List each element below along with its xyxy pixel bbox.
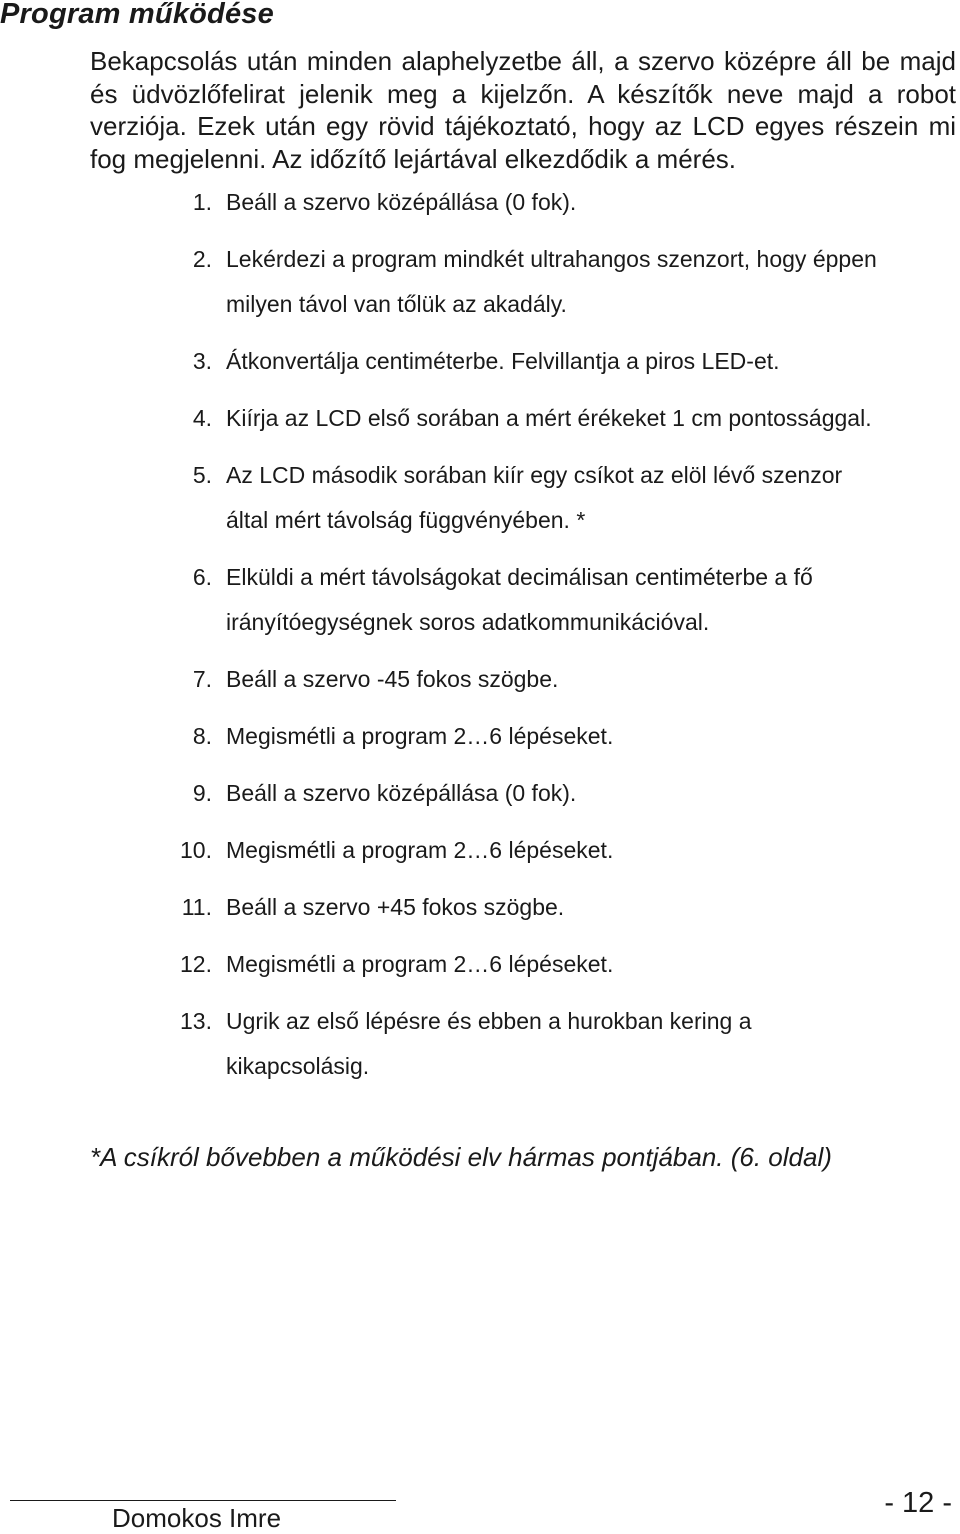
step-text-line: Beáll a szervo +45 fokos szögbe. — [226, 894, 565, 920]
step-text — [226, 396, 960, 441]
step-text-line: Megismétli a program 2…6 lépéseket. — [226, 951, 614, 977]
step-text-line: Ugrik az első lépésre és ebben a hurokban kering a — [226, 1008, 752, 1034]
step-text-line: Megismétli a program 2…6 lépéseket. — [226, 837, 614, 863]
step-number: 3. — [192, 348, 212, 374]
step-number: 2. — [192, 246, 212, 272]
step-number: 1. — [192, 189, 212, 215]
step-text-line: által mért távolság függvényében. * — [226, 507, 586, 533]
step-text-line: irányítóegységnek soros adatkommunikációval. — [226, 609, 710, 635]
step-text — [226, 714, 960, 759]
step-text-line: Beáll a szervo -45 fokos szögbe. — [226, 666, 559, 692]
page-title: Program működése — [0, 0, 274, 30]
step-text-line: Elküldi a mért távolságokat decimálisan centiméterbe a fő — [226, 564, 813, 590]
step-text — [226, 771, 960, 816]
step-text-line: Átkonvertálja centiméterbe. Felvillantja a piros LED-et. — [226, 348, 780, 374]
step-text — [226, 555, 960, 645]
step-text-line: Beáll a szervo középállása (0 fok). — [226, 189, 577, 215]
step-text — [226, 180, 960, 225]
step-text — [226, 237, 960, 327]
step-number: 10. — [180, 837, 212, 863]
footer-author: Domokos Imre — [112, 1503, 282, 1533]
step-number: 4. — [192, 405, 212, 431]
step-number: 9. — [192, 780, 212, 806]
step-number: 6. — [192, 564, 212, 590]
intro-paragraph: Bekapcsolás után minden alaphelyzetbe áll, a szervo középre áll be majd és üdvözlőfelirat jelenik meg a kijelzőn. A készítők neve majd a robot verziója. Ezek után egy rövid tájékoztató, hogy az LCD egyes részein mi fog megjelenni. Az időzítő lejártával elkezdődik a mérés. — [90, 46, 956, 174]
page-number: - 12 - — [884, 1487, 952, 1519]
step-number: 12. — [180, 951, 212, 977]
step-number: 8. — [192, 723, 212, 749]
step-number: 5. — [192, 462, 212, 488]
step-text-line: Lekérdezi a program mindkét ultrahangos szenzort, hogy éppen — [226, 246, 877, 272]
footer-rule — [10, 1500, 396, 1501]
step-text — [226, 453, 960, 543]
step-text-line: Megismétli a program 2…6 lépéseket. — [226, 723, 614, 749]
step-text — [226, 657, 960, 702]
step-number: 7. — [192, 666, 212, 692]
step-number: 11. — [181, 894, 212, 920]
step-text — [226, 942, 960, 987]
footnote: *A csíkról bővebben a működési elv hármas pontjában. (6. oldal) — [90, 1142, 832, 1172]
step-text-line: kikapcsolásig. — [226, 1053, 370, 1079]
step-text-line: Az LCD második sorában kiír egy csíkot az elöl lévő szenzor — [226, 462, 843, 488]
step-text-line: milyen távol van tőlük az akadály. — [226, 291, 567, 317]
step-text — [226, 885, 960, 930]
step-text — [226, 999, 960, 1089]
step-text-line: Kiírja az LCD első sorában a mért érékeket 1 cm pontossággal. — [226, 405, 872, 431]
step-text — [226, 339, 960, 384]
step-number: 13. — [180, 1008, 212, 1034]
step-text — [226, 828, 960, 873]
step-text-line: Beáll a szervo középállása (0 fok). — [226, 780, 577, 806]
